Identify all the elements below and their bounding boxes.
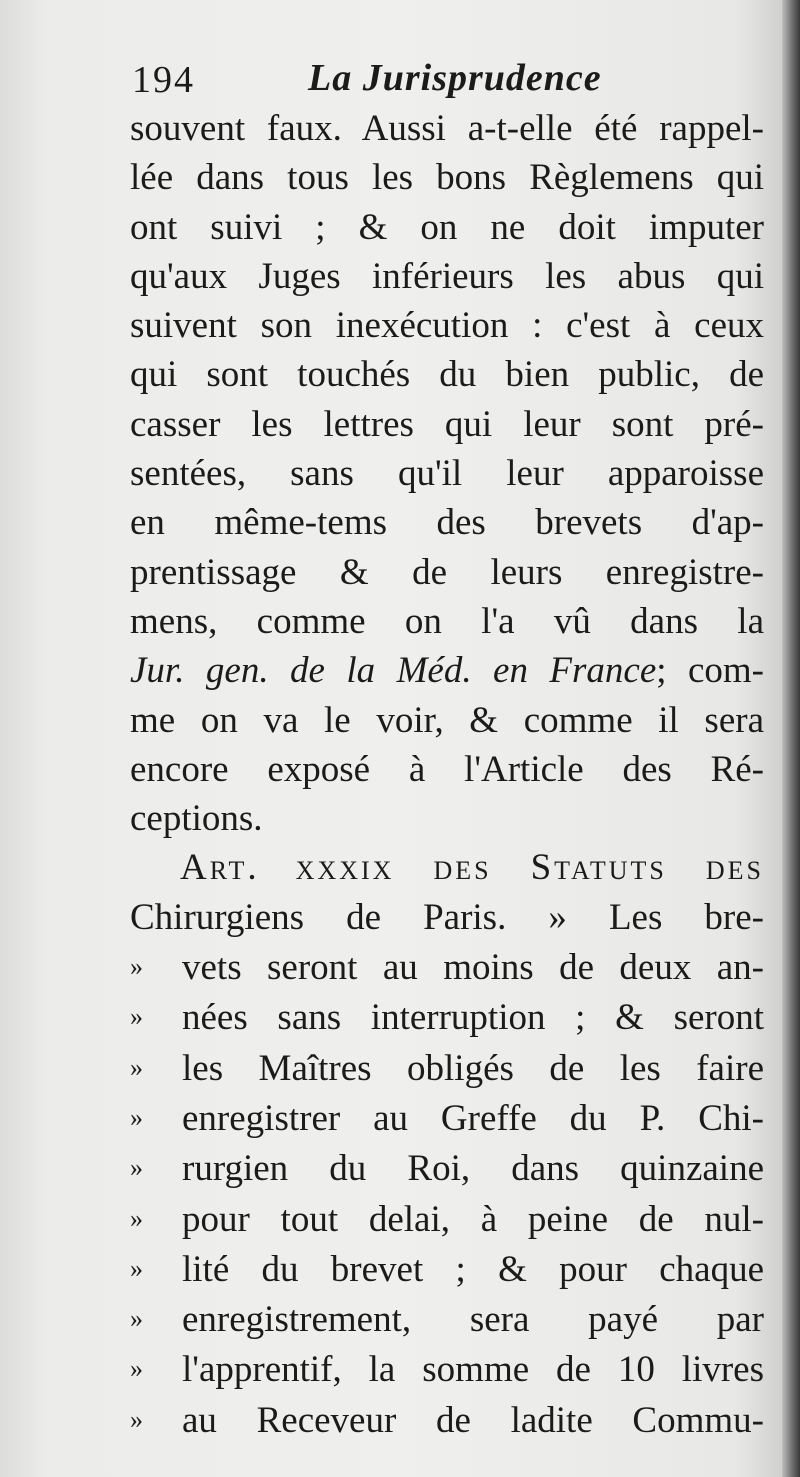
article-heading-rest: xxxix des Statuts des (295, 847, 765, 889)
quote-mark: » (130, 1304, 143, 1334)
quoted-line: » enregistrer au Greffe du P. Chi- (130, 1093, 764, 1143)
body-text (130, 104, 764, 1445)
quote-mark: » (130, 1253, 143, 1283)
quoted-line: » nées sans interruption ; & seront (130, 992, 764, 1042)
text-line: casser les lettres qui leur sont pré- (130, 403, 764, 445)
text-line: lée dans tous les bons Règlemens qui (130, 157, 764, 199)
text-line: mens, comme on l'a vû dans la (130, 600, 764, 642)
text-line: souvent faux. Aussi a-t-elle été rappel- (130, 108, 764, 149)
quote-mark: » (130, 1404, 143, 1434)
text-line: ceptions. (130, 798, 263, 840)
quoted-line: » pour tout delai, à peine de nul- (130, 1194, 764, 1244)
text-line: qu'aux Juges inférieurs les abus qui (130, 255, 764, 297)
book-reference: Jur. gen. de la Méd. en France (130, 650, 657, 692)
article-heading-line (130, 843, 764, 892)
quote-mark: » (130, 1354, 143, 1384)
text-line: encore exposé à l'Article des Ré- (130, 748, 764, 790)
quoted-line: » lité du brevet ; & pour chaque (130, 1244, 764, 1294)
quoted-line: » enregistrement, sera payé par (130, 1294, 764, 1344)
quoted-line: » les Maîtres obligés de les faire (130, 1043, 764, 1093)
quoted-line: » au Receveur de ladite Commu- (130, 1395, 764, 1445)
text-line: qui sont touchés du bien public, de (130, 354, 764, 396)
quote-mark: » (130, 1102, 143, 1132)
quote-mark: » (130, 1203, 143, 1233)
quote-mark: » (130, 1052, 143, 1082)
reference-line-rest: ; com- (656, 650, 764, 692)
text-line: me on va le voir, & comme il sera (130, 699, 764, 741)
page-number: 194 (132, 59, 195, 101)
text-line: suivent son inexécution : c'est à ceux (130, 305, 764, 347)
running-title: La Jurisprudence (308, 57, 602, 99)
text-line: prentissage & de leurs enregistre- (130, 551, 764, 593)
text-line: en même-tems des brevets d'ap- (130, 502, 764, 544)
quoted-line: » rurgien du Roi, dans quinzaine (130, 1143, 764, 1193)
book-spine-shadow (782, 0, 800, 1477)
quoted-line: » l'apprentif, la somme de 10 livres (130, 1344, 764, 1394)
text-line: ont suivi ; & on ne doit imputer (130, 206, 764, 248)
article-label: Art. (180, 847, 260, 889)
quote-mark: » (130, 1002, 143, 1032)
quoted-line: » vets seront au moins de deux an- (130, 942, 764, 992)
text-line: Chirurgiens de Paris. » Les bre- (130, 896, 764, 938)
quote-mark: » (130, 1153, 143, 1183)
page-header (132, 52, 772, 112)
quote-mark: » (130, 952, 143, 982)
reference-line (130, 646, 764, 695)
text-line: sentées, sans qu'il leur apparoisse (130, 453, 764, 495)
